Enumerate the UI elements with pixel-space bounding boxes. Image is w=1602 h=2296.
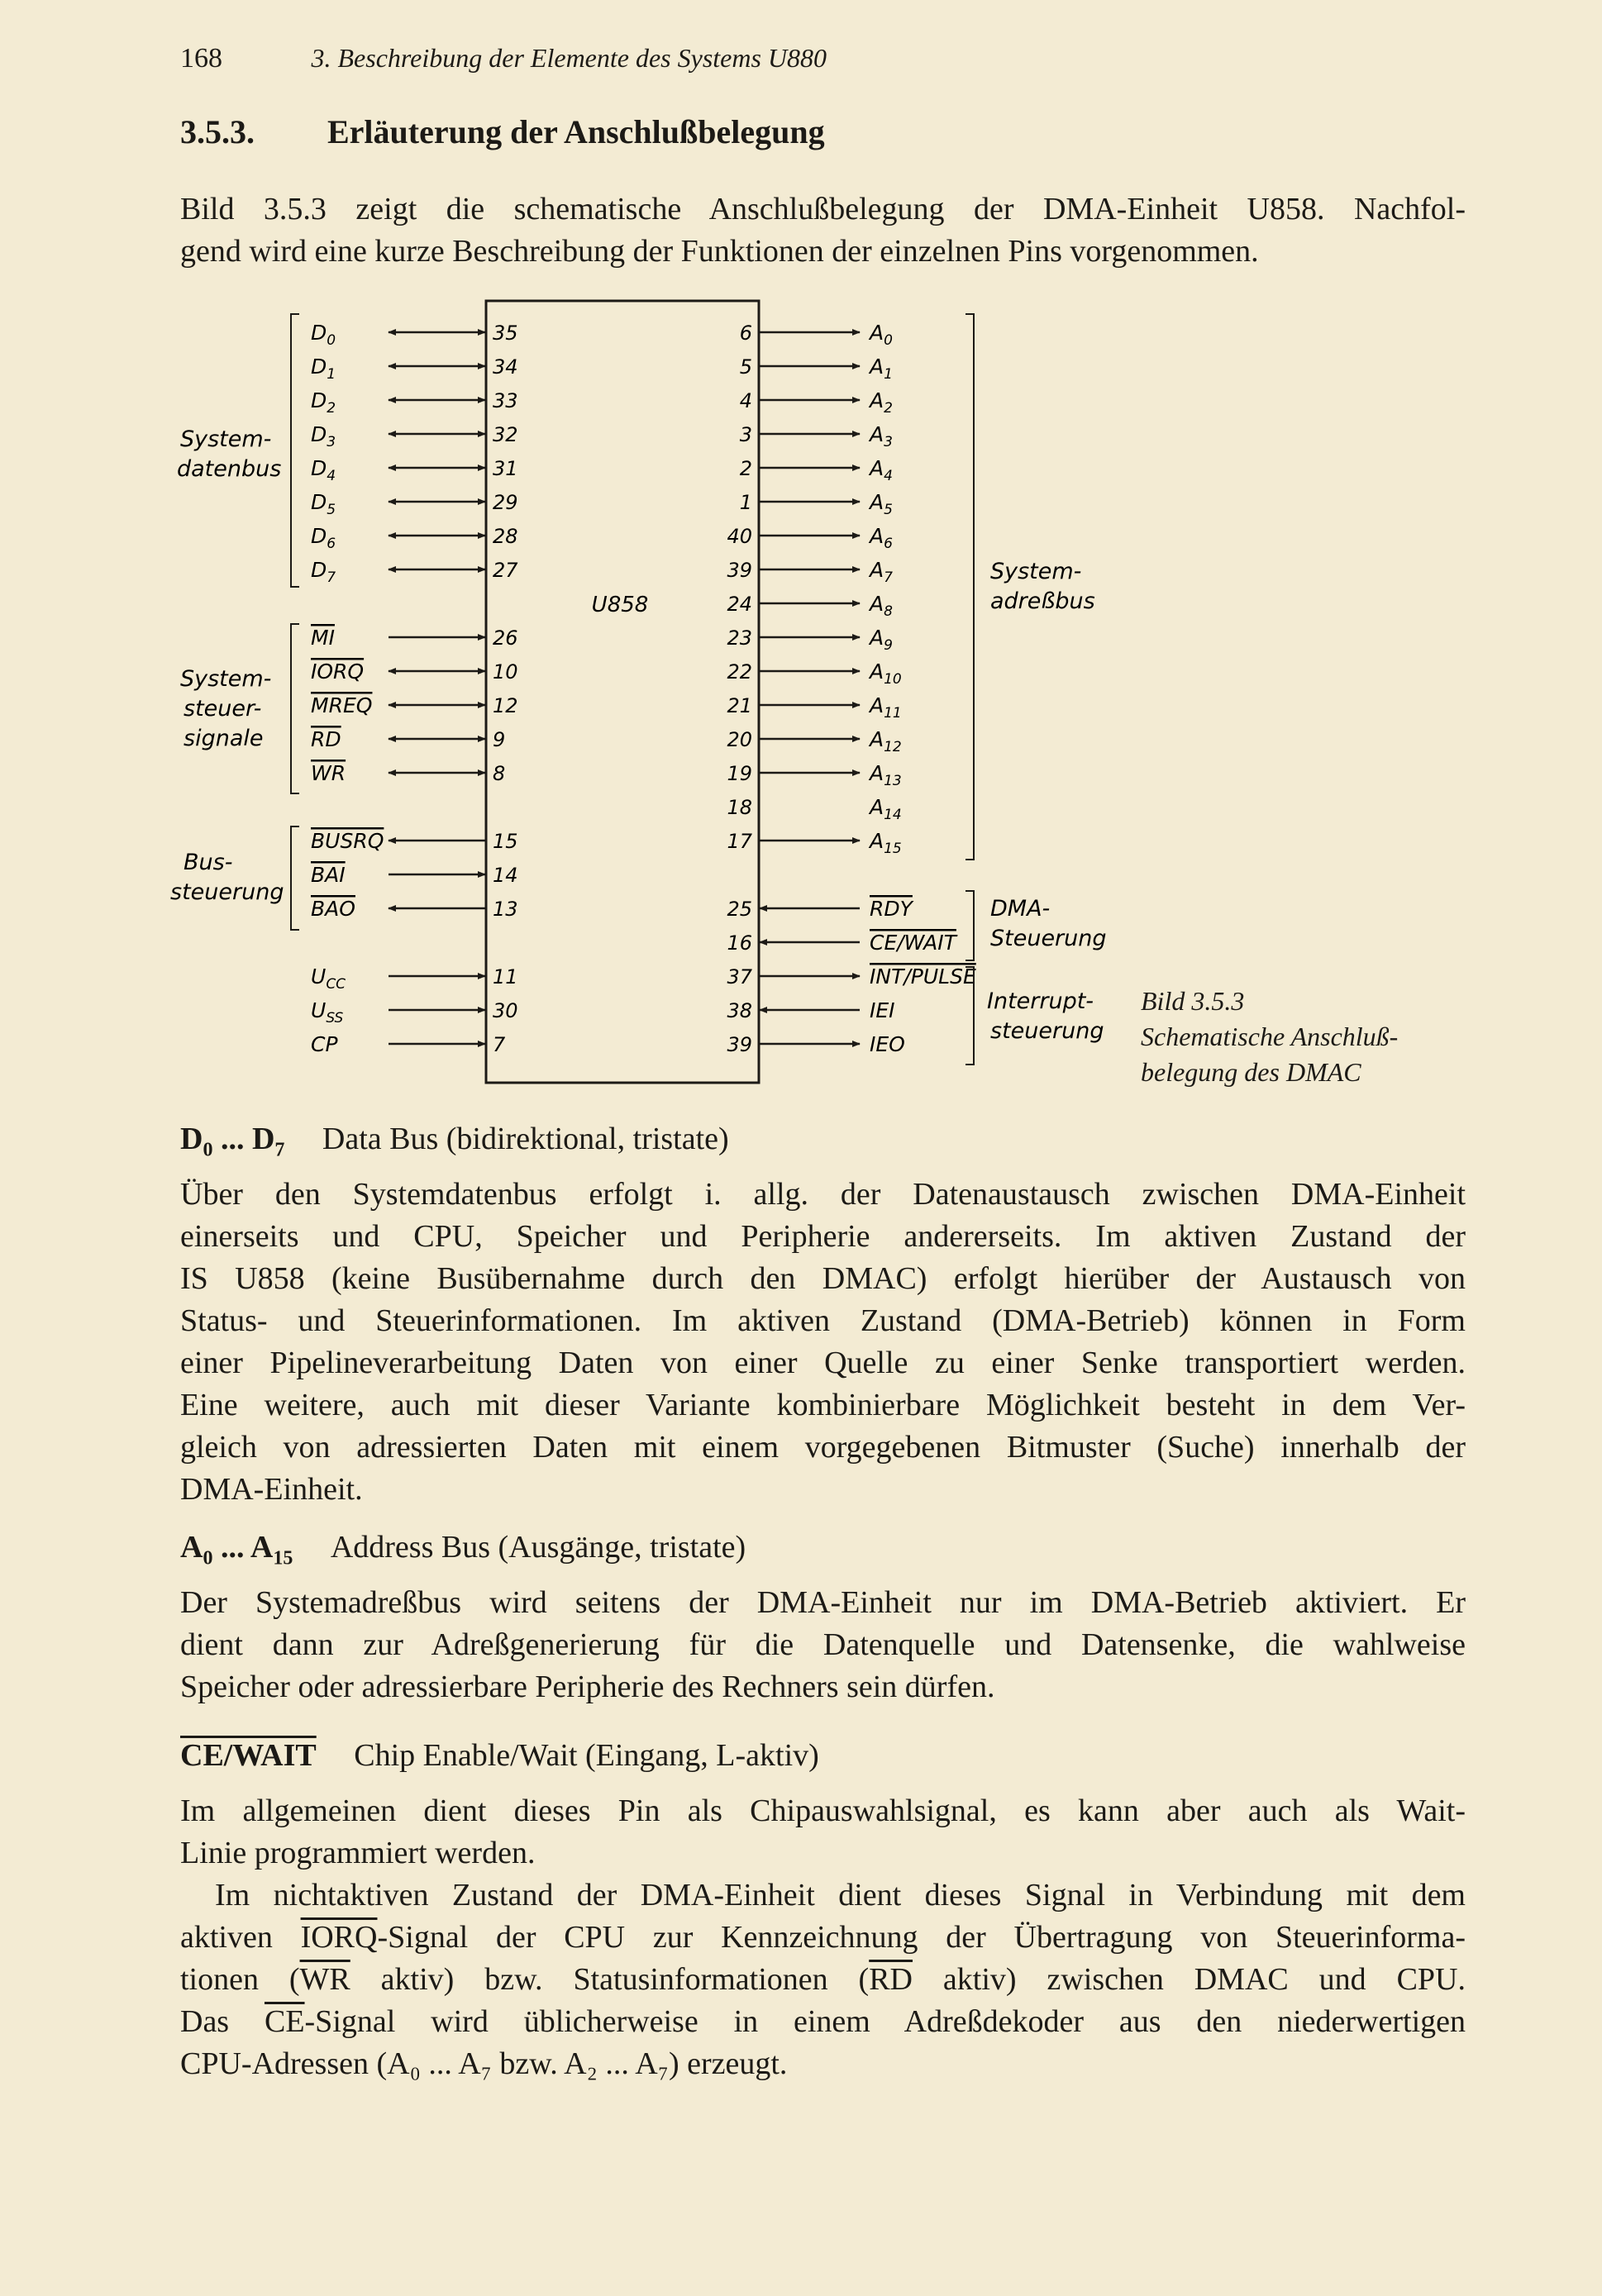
right-pin-a5: [740, 490, 893, 518]
term-label: $A_0$ ... $A_{15}$: [180, 1530, 293, 1570]
group-label-bus-control: Bus-: [184, 850, 233, 875]
group-label-address-bus: System-: [990, 559, 1082, 584]
pin-number: 7: [493, 1033, 506, 1056]
right-pin-ce-wait: [727, 931, 957, 955]
left-pin-d7: [311, 558, 518, 586]
group-label-bus-control-2: steuerung: [170, 879, 284, 905]
signal-label: $D_0$: [311, 321, 336, 349]
term-ce-wait: [180, 1737, 819, 1774]
body-line: Über den Systemdatenbus erfolgt i. allg. der Datenaustausch zwischen DMA-Einheit: [180, 1177, 1466, 1212]
signal-label: $U_{CC}$: [311, 965, 346, 993]
pin-number: 5: [739, 355, 752, 379]
body-line: dient dann zur Adreßgenerierung für die Datenquelle und Datensenke, die wahlweise: [180, 1627, 1466, 1662]
pin-number: 4: [739, 389, 752, 412]
right-pin-rdy: [727, 897, 913, 921]
signal-label: $D_1$: [311, 355, 336, 383]
caption-line: belegung des DMAC: [1141, 1057, 1361, 1087]
body-line: Im allgemeinen dient dieses Pin als Chipauswahlsignal, es kann aber auch als Wait-: [180, 1793, 1466, 1828]
group-label-dma: DMA-: [990, 896, 1051, 922]
signal-label: $A_6$: [870, 524, 893, 552]
group-label-data-bus: System-: [180, 426, 272, 452]
signal-label: $A_0$: [870, 321, 893, 349]
right-pin-a10: [727, 660, 901, 688]
term-description: Address Bus (Ausgänge, tristate): [330, 1530, 746, 1565]
body-line: Der Systemadreßbus wird seitens der DMA-Einheit nur im DMA-Betrieb aktiviert. Er: [180, 1585, 1466, 1620]
pin-number: 22: [727, 660, 752, 684]
pin-diagram: [165, 289, 1174, 1099]
pin-number: 25: [727, 898, 752, 921]
term-description: Chip Enable/Wait (Eingang, L-aktiv): [354, 1738, 819, 1773]
right-pin-a9: [727, 626, 892, 654]
signal-label: $A_{11}$: [870, 693, 902, 722]
group-label-dma-2: Steuerung: [990, 926, 1107, 951]
left-pin-rd: [311, 727, 505, 751]
signal-label: IEO: [870, 1032, 905, 1056]
pin-number: 26: [493, 626, 518, 650]
pin-number: 32: [493, 423, 518, 446]
signal-label: $D_7$: [311, 558, 336, 586]
right-pin-a0: [740, 321, 893, 349]
pin-number: 34: [493, 355, 518, 379]
signal-label: $D_6$: [311, 524, 336, 552]
figure-caption: [1141, 984, 1398, 1090]
pin-number: 13: [493, 898, 518, 921]
pin-number: 20: [727, 728, 752, 751]
term-label: CE/WAIT: [180, 1738, 317, 1773]
group-label-interrupt: Interrupt-: [987, 988, 1094, 1014]
right-pin-a12: [727, 727, 901, 755]
signal-label: $A_8$: [870, 592, 893, 620]
body-line: Speicher oder adressierbare Peripherie des Rechners sein dürfen.: [180, 1670, 995, 1704]
signal-label: $A_{10}$: [870, 660, 902, 688]
signal-label: WR: [311, 761, 346, 785]
body-line: CPU-Adressen (A₀ ... A₇ bzw. A₂ ... A₇) erzeugt.: [180, 2046, 788, 2081]
body-line: Eine weitere, auch mit dieser Variante kombinierbare Möglichkeit besteht in dem Ver-: [180, 1388, 1466, 1422]
address-bus-paragraph: [180, 1582, 1466, 1708]
right-pin-group: [727, 321, 975, 1056]
pin-number: 12: [493, 694, 518, 717]
pin-number: 28: [493, 525, 518, 548]
signal-label: $U_{SS}$: [311, 998, 344, 1027]
pin-number: 2: [739, 457, 752, 480]
signal-label: CE/WAIT: [870, 931, 956, 955]
signal-label: $A_{15}$: [870, 829, 902, 857]
pin-number: 23: [727, 626, 752, 650]
pin-number: 33: [493, 389, 518, 412]
right-pin-a14: [727, 795, 901, 823]
right-pin-a6: [727, 524, 893, 552]
right-pin-a4: [740, 456, 893, 484]
signal-label: $D_5$: [311, 490, 336, 518]
body-line: Status- und Steuerinformationen. Im aktiven Zustand (DMA-Betrieb) können in Form: [180, 1303, 1466, 1338]
signal-label: $A_{14}$: [870, 795, 902, 823]
pin-number: 38: [727, 999, 752, 1022]
intro-line: Bild 3.5.3 zeigt die schematische Anschlußbelegung der DMA-Einheit U858. Nachfol-: [180, 192, 1466, 226]
body-line: aktiven IORQ-Signal der CPU zur Kennzeichnung der Übertragung von Steuerinforma-: [180, 1920, 1466, 1955]
pin-number: 11: [493, 965, 518, 988]
running-title: 3. Beschreibung der Elemente des Systems U880: [311, 43, 827, 73]
signal-label: $D_4$: [311, 456, 336, 484]
signal-label: $D_3$: [311, 422, 336, 450]
signal-label: IORQ: [311, 660, 365, 684]
pin-number: 29: [493, 491, 518, 514]
body-line: tionen ($\overline{WR}$ aktiv) bzw. Statusinformationen ($\overline{RD}$ aktiv) zwischen DMAC und CPU.: [180, 1962, 1466, 1997]
signal-label: RDY: [870, 897, 913, 921]
body-line: Linie programmiert werden.: [180, 1836, 536, 1870]
body-line: IS U858 (keine Busübernahme durch den DMAC) erfolgt hierüber der Austausch von: [180, 1261, 1466, 1296]
pin-number: 39: [727, 1033, 752, 1056]
term-label: $D_0$ ... $D_7$: [180, 1122, 285, 1161]
pin-number: 35: [493, 322, 518, 345]
term-description: Data Bus (bidirektional, tristate): [322, 1122, 729, 1156]
caption-line: Bild 3.5.3: [1141, 986, 1245, 1016]
pin-number: 30: [493, 999, 518, 1022]
bracket-address-bus: [965, 314, 974, 860]
intro-paragraph: [180, 188, 1466, 273]
signal-label: CP: [311, 1032, 338, 1056]
body-line: gleich von adressierten Daten mit einem vorgegebenen Bitmuster (Suche) innerhalb der: [180, 1430, 1466, 1465]
signal-label: $A_2$: [870, 388, 893, 417]
term-data-bus: [180, 1121, 729, 1162]
pin-number: 9: [493, 728, 506, 751]
bracket-control: [291, 624, 299, 793]
caption-line: Schematische Anschluß-: [1141, 1022, 1399, 1051]
bracket-dma-control: [965, 891, 974, 960]
pin-number: 3: [739, 423, 752, 446]
signal-label: $D_2$: [311, 388, 336, 417]
signal-label: $A_5$: [870, 490, 893, 518]
right-pin-a7: [727, 558, 893, 586]
pin-number: 10: [493, 660, 518, 684]
body-line: Im nichtaktiven Zustand der DMA-Einheit dient dieses Signal in Verbindung mit dem: [215, 1878, 1466, 1913]
term-address-bus: [180, 1529, 746, 1570]
signal-label: MI: [311, 626, 335, 650]
signal-label: BAO: [311, 897, 355, 921]
data-bus-paragraph: [180, 1174, 1466, 1511]
pin-number: 19: [727, 762, 752, 785]
page-number: 168: [180, 43, 222, 74]
right-pin-a1: [740, 355, 893, 383]
right-pin-iei: [727, 998, 894, 1022]
signal-label: MREQ: [311, 693, 373, 717]
pin-number: 39: [727, 559, 752, 582]
pin-number: 8: [493, 762, 506, 785]
pin-number: 1: [739, 491, 752, 514]
signal-label: RD: [311, 727, 341, 751]
section-title: Erläuterung der Anschlußbelegung: [327, 113, 825, 150]
pin-number: 24: [727, 593, 752, 616]
signal-label: $A_9$: [870, 626, 893, 654]
section-heading: [180, 112, 825, 151]
right-pin-a2: [740, 388, 893, 417]
pin-number: 15: [493, 830, 518, 853]
pin-number: 14: [493, 864, 518, 887]
group-label-control-2: steuer-: [184, 696, 262, 722]
group-label-address-bus-2: adreßbus: [990, 588, 1095, 614]
bracket-bus-control: [291, 826, 299, 930]
signal-label: $A_1$: [870, 355, 893, 383]
right-pin-a3: [740, 422, 893, 450]
left-pin-wr: [311, 761, 505, 785]
body-line: einerseits und CPU, Speicher und Peripherie andererseits. Im aktiven Zustand der: [180, 1219, 1466, 1254]
pin-number: 6: [739, 322, 752, 345]
group-label-data-bus-2: datenbus: [177, 456, 282, 482]
intro-line: gend wird eine kurze Beschreibung der Funktionen der einzelnen Pins vorgenommen.: [180, 234, 1259, 269]
signal-label: $A_4$: [870, 456, 893, 484]
body-line: Das $\overline{CE}$-Signal wird üblicherweise in einem Adreßdekoder aus den niederwertigen: [180, 2004, 1466, 2039]
right-pin-int-pulse: [727, 965, 975, 988]
body-line: DMA-Einheit.: [180, 1472, 363, 1507]
signal-label: BUSRQ: [311, 829, 384, 853]
pin-number: 27: [493, 559, 518, 582]
body-line: einer Pipelineverarbeitung Daten von einer Quelle zu einer Senke transportiert werden.: [180, 1346, 1466, 1380]
pin-number: 18: [727, 796, 752, 819]
pin-number: 37: [727, 965, 752, 988]
left-pin-cp: [311, 1032, 506, 1056]
pin-number: 40: [727, 525, 752, 548]
signal-label: BAI: [311, 863, 346, 887]
signal-label: $A_{12}$: [870, 727, 902, 755]
signal-label: $A_7$: [870, 558, 893, 586]
pin-number: 16: [727, 931, 752, 955]
chip-label: U858: [591, 593, 649, 617]
group-label-control-3: signale: [184, 726, 264, 751]
pin-number: 21: [727, 694, 752, 717]
page-header: [180, 43, 827, 74]
right-pin-a11: [727, 693, 901, 722]
group-label-interrupt-2: steuerung: [990, 1018, 1104, 1044]
ce-wait-paragraph: [180, 1790, 1466, 2085]
pin-number: 31: [493, 457, 518, 480]
pin-number: 17: [727, 830, 752, 853]
right-pin-ieo: [727, 1032, 904, 1056]
group-label-control: System-: [180, 666, 272, 692]
right-pin-a15: [727, 829, 901, 857]
left-pin-group: [311, 321, 518, 1056]
bracket-data-bus: [291, 314, 299, 587]
right-pin-a13: [727, 761, 901, 789]
signal-label: $A_{13}$: [870, 761, 902, 789]
signal-label: IEI: [870, 998, 895, 1022]
chip-body: [486, 301, 759, 1083]
signal-label: INT/PULSE: [870, 965, 976, 988]
signal-label: $A_3$: [870, 422, 893, 450]
section-number: 3.5.3.: [180, 113, 255, 150]
right-pin-a8: [727, 592, 893, 620]
